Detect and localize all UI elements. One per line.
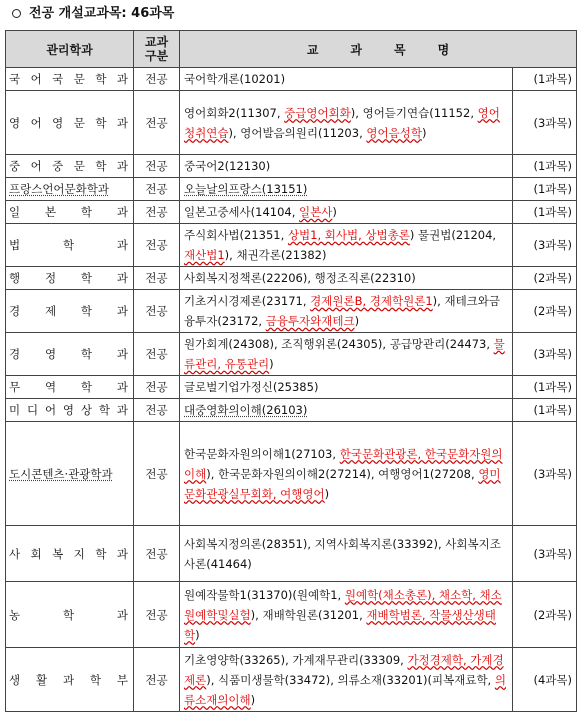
subjects-cell xyxy=(180,399,513,422)
table-row xyxy=(6,582,577,648)
course-text: 기초영양학(33265), 가계재무관리(33309, xyxy=(184,652,408,667)
subjects-text xyxy=(184,205,337,219)
subjects-cell: 사회복지정의론(28351), 지역사회복지론(33392), 사회복지조사론(41464) xyxy=(180,526,513,582)
dept-char: 일 xyxy=(9,205,23,219)
dept-char: 활 xyxy=(35,672,50,687)
dept-char: 영 xyxy=(62,403,77,417)
subjects-text xyxy=(184,228,496,262)
course-text: ) xyxy=(324,486,330,501)
dept-char: 영 xyxy=(52,115,66,130)
dept-name xyxy=(9,204,130,220)
dept-char: 생 xyxy=(9,672,23,687)
course-text: ) xyxy=(269,357,274,371)
type-cell: 전공 xyxy=(134,526,180,582)
dept-char: 학 xyxy=(95,115,109,130)
dept-name xyxy=(9,672,130,688)
course-text: ), 한국문화자원의이해2(27214), 여행영어1(27208, xyxy=(206,466,479,481)
course-table xyxy=(5,30,577,712)
subjects-cell xyxy=(180,178,513,201)
type-cell: 전공 xyxy=(134,290,180,333)
dept-char: 중 xyxy=(9,159,23,173)
subjects-cell: 사회복지정책론(22206), 행정조직론(22310) xyxy=(180,267,513,290)
dept-cell xyxy=(6,201,134,224)
subjects-text xyxy=(184,337,505,371)
dept-cell xyxy=(6,648,134,712)
dept-char: 제 xyxy=(44,304,59,318)
subjects-cell xyxy=(180,224,513,267)
dept-char: 무 xyxy=(9,380,23,394)
table-row xyxy=(6,376,577,399)
dept-char: 과 xyxy=(116,546,130,561)
table-row xyxy=(6,267,577,290)
dept-char: 디 xyxy=(26,403,41,417)
table-row xyxy=(6,68,577,91)
alt-course-names: 영어음성학 xyxy=(366,125,422,140)
dept-char: 사 xyxy=(9,546,23,561)
dept-char: 법 xyxy=(9,238,23,252)
header-subjects: 교과목명 xyxy=(180,31,577,68)
subjects-cell xyxy=(180,582,513,648)
dept-char: 복 xyxy=(52,546,66,561)
alt-course-names: 상법1, 회사법, 상법총론 xyxy=(287,228,410,242)
course-text: 기초거시경제론(23171, xyxy=(184,294,311,308)
type-cell: 전공 xyxy=(134,376,180,399)
header-type-line1: 교과 xyxy=(144,35,169,49)
dept-char: 학 xyxy=(95,159,109,173)
dept-char: 학 xyxy=(80,304,95,318)
course-text: ), 영어발음의원리(11203, xyxy=(228,125,367,140)
count-cell: (1과목) xyxy=(513,68,577,91)
course-text: 주식회사법(21351, xyxy=(184,228,288,242)
course-text: 원예작물학1(31370)(원예학1, xyxy=(184,587,345,602)
count-cell: (3과목) xyxy=(513,422,577,526)
dept-char: 경 xyxy=(9,304,23,318)
dept-char: 학 xyxy=(95,546,109,561)
course-text: 영어회화2(11307, xyxy=(184,105,285,120)
alt-course-names: 가정경제학, 가계경제론 xyxy=(184,652,504,687)
dept-name xyxy=(9,402,130,418)
dept-cell xyxy=(6,178,134,201)
subjects-cell: 중국어2(12130) xyxy=(180,155,513,178)
subjects-text: 대중영화의이해(26103) xyxy=(184,403,308,417)
count-cell: (4과목) xyxy=(513,648,577,712)
dept-char: 과 xyxy=(116,205,130,219)
type-cell: 전공 xyxy=(134,648,180,712)
dept-char: 과 xyxy=(62,672,77,687)
dept-cell xyxy=(6,582,134,648)
table-row xyxy=(6,399,577,422)
dept-char: 영 xyxy=(44,347,59,361)
subjects-cell xyxy=(180,290,513,333)
count-cell: (2과목) xyxy=(513,582,577,648)
alt-course-names: 원예학(채소총론), 채소학, 채소원예학및실험 xyxy=(184,587,502,622)
dept-char: 학 xyxy=(62,238,77,252)
dept-char: 농 xyxy=(9,607,23,622)
course-text: ), 재테크와금융투자(23172, xyxy=(184,294,500,328)
course-text: 일본고중세사(14104, xyxy=(184,205,300,219)
course-text: ), 재배학원론(31201, xyxy=(250,607,367,622)
dept-cell xyxy=(6,68,134,91)
table-row xyxy=(6,648,577,712)
dept-cell xyxy=(6,422,134,526)
header-type-line2: 구분 xyxy=(144,49,169,63)
subjects-text xyxy=(184,588,502,642)
dept-char: 과 xyxy=(116,238,130,252)
count-cell: (1과목) xyxy=(513,155,577,178)
subjects-text: 오늘날의프랑스(13151) xyxy=(184,182,308,196)
dept-name xyxy=(9,71,130,87)
dept-char: 상 xyxy=(80,403,94,417)
dept-char: 과 xyxy=(116,304,130,318)
alt-course-names: 한국문화관광론, 한국문화자원의이해 xyxy=(184,446,503,481)
count-cell: (3과목) xyxy=(513,91,577,155)
dept-name xyxy=(9,270,130,286)
table-row xyxy=(6,526,577,582)
dept-name xyxy=(9,115,130,131)
dept-char: 학 xyxy=(80,271,95,285)
dept-char: 국 xyxy=(52,72,66,86)
table-row xyxy=(6,178,577,201)
dept-cell xyxy=(6,155,134,178)
table-row xyxy=(6,91,577,155)
dept-char: 학 xyxy=(89,672,104,687)
dept-char: 과 xyxy=(116,271,130,285)
subjects-cell: 국어학개론(10201) xyxy=(180,68,513,91)
dept-char: 과 xyxy=(116,115,130,130)
alt-course-names: 영어청취연습 xyxy=(184,105,500,140)
subjects-text xyxy=(184,294,500,328)
heading-text: 전공 개설교과목: 46과목 xyxy=(29,6,175,21)
dept-char: 국 xyxy=(9,72,23,86)
course-text: 한국문화자원의이해1(27103, xyxy=(184,446,340,461)
dept-name xyxy=(9,346,130,362)
count-cell: (1과목) xyxy=(513,399,577,422)
subjects-cell: 글로벌기업가정신(25385) xyxy=(180,376,513,399)
type-cell: 전공 xyxy=(134,178,180,201)
subjects-cell xyxy=(180,648,513,712)
dept-char: 문 xyxy=(73,115,87,130)
dept-char: 문 xyxy=(73,159,87,173)
type-cell: 전공 xyxy=(134,582,180,648)
section-heading xyxy=(12,3,174,25)
dept-name: 도시콘텐츠·관광학과 xyxy=(9,466,113,481)
subjects-text xyxy=(184,653,506,707)
type-cell: 전공 xyxy=(134,267,180,290)
course-text: ) xyxy=(354,314,360,328)
type-cell: 전공 xyxy=(134,422,180,526)
course-text: ) xyxy=(250,692,256,707)
type-cell: 전공 xyxy=(134,333,180,376)
dept-char: 학 xyxy=(80,380,95,394)
dept-cell xyxy=(6,399,134,422)
dept-cell xyxy=(6,526,134,582)
circle-bullet-icon xyxy=(12,9,21,18)
dept-char: 과 xyxy=(116,72,130,86)
header-type xyxy=(134,31,180,68)
dept-name xyxy=(9,379,130,395)
course-text: ) xyxy=(195,627,200,642)
dept-cell xyxy=(6,333,134,376)
dept-char: 과 xyxy=(116,347,130,361)
alt-course-names: 경제원론B, 경제학원론1 xyxy=(310,294,433,308)
table-row xyxy=(6,290,577,333)
course-text: ), 식품미생물학(33472), 의류소재(33201)(피복재료학, xyxy=(206,672,495,687)
type-cell: 전공 xyxy=(134,224,180,267)
dept-char: 미 xyxy=(9,403,23,417)
dept-char: 과 xyxy=(116,607,130,622)
alt-course-names: 재산법1 xyxy=(184,248,225,262)
dept-name xyxy=(9,546,130,562)
course-text: ) 물권법(21204, xyxy=(409,228,497,242)
type-cell: 전공 xyxy=(134,68,180,91)
alt-course-names: 금융투자와재테크 xyxy=(265,314,355,328)
table-row xyxy=(6,422,577,526)
dept-char: 학 xyxy=(80,347,95,361)
count-cell: (2과목) xyxy=(513,290,577,333)
count-cell: (3과목) xyxy=(513,333,577,376)
count-cell: (3과목) xyxy=(513,526,577,582)
dept-char: 어 xyxy=(44,403,59,417)
dept-char: 어 xyxy=(30,115,44,130)
dept-char: 과 xyxy=(116,159,130,173)
dept-cell xyxy=(6,91,134,155)
dept-char: 과 xyxy=(116,403,130,417)
dept-cell xyxy=(6,224,134,267)
count-cell: (1과목) xyxy=(513,201,577,224)
alt-course-names: 중급영어회화 xyxy=(284,105,351,120)
table-row xyxy=(6,155,577,178)
count-cell: (3과목) xyxy=(513,224,577,267)
dept-name xyxy=(9,303,130,319)
course-text: ) xyxy=(332,205,337,219)
count-cell: (1과목) xyxy=(513,178,577,201)
course-text: ) xyxy=(421,125,427,140)
type-cell: 전공 xyxy=(134,155,180,178)
table-row xyxy=(6,201,577,224)
subjects-text xyxy=(184,447,503,501)
table-row xyxy=(6,333,577,376)
course-text: ), 영어듣기연습(11152, xyxy=(350,105,478,120)
dept-cell xyxy=(6,376,134,399)
dept-char: 학 xyxy=(98,403,112,417)
dept-cell xyxy=(6,267,134,290)
dept-char: 과 xyxy=(116,380,130,394)
subjects-cell xyxy=(180,422,513,526)
header-dept: 관리학과 xyxy=(6,31,134,68)
alt-course-names: 의류소재의이해 xyxy=(184,672,506,707)
subjects-cell xyxy=(180,91,513,155)
alt-course-names: 재배학범론, 작물생산생태학 xyxy=(184,607,496,642)
dept-char: 학 xyxy=(80,205,95,219)
subjects-cell xyxy=(180,333,513,376)
subjects-text xyxy=(184,106,500,140)
dept-char: 어 xyxy=(30,159,44,173)
dept-char: 부 xyxy=(116,672,130,687)
dept-cell xyxy=(6,290,134,333)
dept-char: 역 xyxy=(44,380,59,394)
count-cell: (1과목) xyxy=(513,376,577,399)
dept-char: 지 xyxy=(73,546,87,561)
type-cell: 전공 xyxy=(134,399,180,422)
dept-name: 프랑스언어문화학과 xyxy=(9,182,109,196)
dept-char: 중 xyxy=(52,159,66,173)
type-cell: 전공 xyxy=(134,91,180,155)
alt-course-names: 일본사 xyxy=(299,205,333,219)
dept-char: 본 xyxy=(44,205,59,219)
dept-name xyxy=(9,158,130,174)
dept-char: 영 xyxy=(9,115,23,130)
count-cell: (2과목) xyxy=(513,267,577,290)
dept-char: 어 xyxy=(30,72,44,86)
dept-char: 회 xyxy=(30,546,44,561)
dept-char: 정 xyxy=(44,271,59,285)
alt-course-names: 영미문화관광실무회화, 여행영어 xyxy=(184,466,501,501)
type-cell: 전공 xyxy=(134,201,180,224)
dept-char: 문 xyxy=(73,72,87,86)
course-text: 원가회계(24308), 조직행위론(24305), 공급망관리(24473, xyxy=(184,337,494,351)
dept-char: 행 xyxy=(9,271,23,285)
dept-char: 학 xyxy=(62,607,77,622)
course-text: ), 채권각론(21382) xyxy=(224,248,327,262)
dept-char: 학 xyxy=(95,72,109,86)
subjects-cell xyxy=(180,201,513,224)
dept-char: 경 xyxy=(9,347,23,361)
dept-name xyxy=(9,607,130,623)
table-row xyxy=(6,224,577,267)
dept-name xyxy=(9,237,130,253)
alt-course-names: 물류관리, 유통관리 xyxy=(184,337,505,371)
header-row xyxy=(6,31,577,68)
